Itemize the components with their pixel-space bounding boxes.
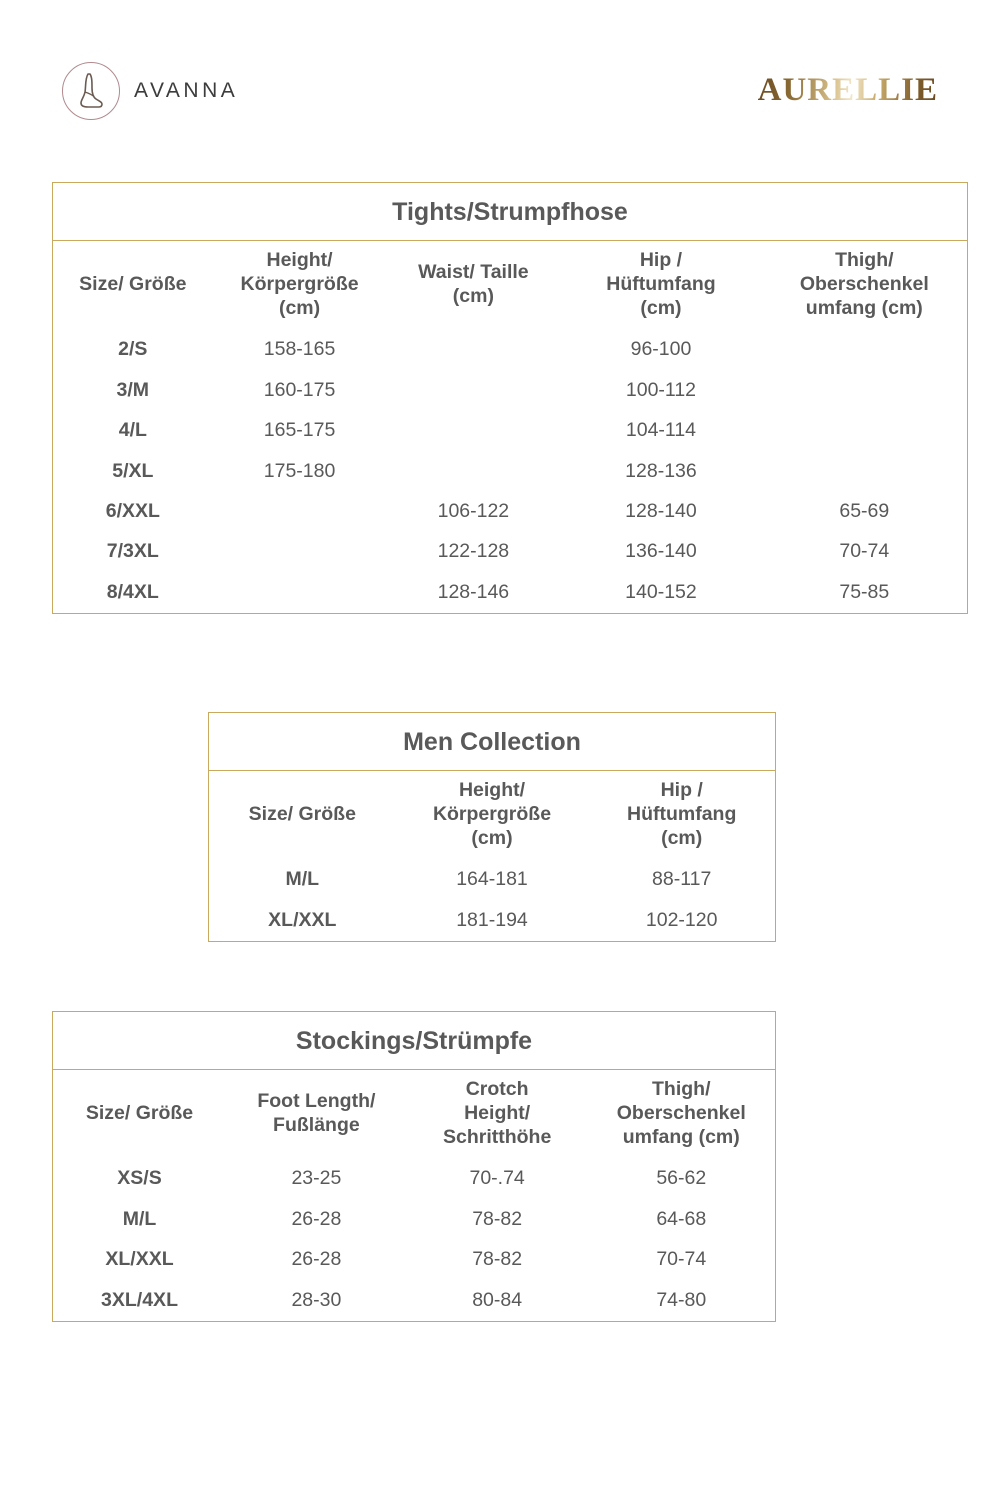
cell-thigh: 70-74 (839, 540, 890, 563)
header-line: Hüftumfang (626, 802, 737, 825)
table-row (53, 1281, 776, 1322)
cell-height: 165-175 (263, 419, 336, 442)
cell-hip: 128-140 (625, 499, 697, 522)
cell-size: 3XL/4XL (101, 1288, 178, 1311)
cell-waist: 106-122 (437, 499, 510, 522)
cell-foot-length: 26-28 (291, 1248, 342, 1271)
table-caption-row (53, 183, 968, 241)
table-row (53, 1159, 776, 1199)
column-header-height (213, 241, 387, 331)
cell-foot-length: 26-28 (291, 1207, 342, 1230)
header-line: Fußlänge (273, 1113, 360, 1136)
cell-thigh: 56-62 (656, 1167, 707, 1190)
cell-thigh: 75-85 (839, 580, 890, 603)
cell-crotch-height: 70-.74 (469, 1167, 525, 1190)
column-header-foot-length (226, 1070, 407, 1160)
cell-thigh: 70-74 (656, 1248, 707, 1271)
header-line: Schritthöhe (442, 1125, 552, 1148)
cell-waist (386, 371, 560, 411)
cell-height: 158-165 (263, 338, 336, 361)
cell-size: M/L (285, 868, 320, 891)
header-line: Körpergröße (432, 802, 552, 825)
cell-crotch-height: 78-82 (472, 1207, 523, 1230)
cell-waist (386, 330, 560, 370)
table-row (209, 901, 776, 942)
header-line: Size/ Größe (248, 802, 356, 825)
column-header-size (209, 771, 396, 861)
cell-waist (386, 452, 560, 492)
table-title: Men Collection (209, 713, 776, 771)
column-header-height (396, 771, 589, 861)
cell-crotch-height: 80-84 (472, 1288, 523, 1311)
header-line: Size/ Größe (85, 1101, 194, 1124)
men-collection-size-table (208, 712, 776, 942)
column-header-size (53, 1070, 227, 1160)
shoe-logo-icon (62, 62, 120, 120)
header-line: (cm) (452, 284, 494, 307)
cell-thigh (762, 452, 968, 492)
cell-size: 8/4XL (106, 580, 159, 603)
avanna-brand (62, 62, 238, 120)
avanna-wordmark: AVANNA (134, 79, 239, 102)
cell-size: 4/L (118, 419, 147, 442)
cell-height: 164-181 (456, 868, 528, 891)
cell-hip: 100-112 (625, 378, 697, 401)
cell-hip: 88-117 (652, 868, 712, 891)
table-title: Tights/Strumpfhose (53, 183, 968, 241)
cell-waist (386, 411, 560, 451)
header-line: Height/ (458, 779, 526, 801)
column-header-thigh (588, 1070, 776, 1160)
table-title: Stockings/Strümpfe (53, 1012, 776, 1070)
header-line: Thigh/ (652, 1078, 711, 1100)
header-line: Foot Length/ (257, 1089, 376, 1112)
table-caption-row (53, 1012, 776, 1070)
header-line: Hip / (660, 779, 703, 801)
cell-thigh (762, 371, 968, 411)
cell-thigh (762, 330, 968, 370)
cell-height (213, 573, 387, 614)
column-header-crotch-height (407, 1070, 588, 1160)
header-line: Height/ (464, 1101, 531, 1124)
table-row (53, 371, 968, 411)
table-caption-row (209, 713, 776, 771)
table-row (53, 1200, 776, 1240)
header-line: (cm) (278, 296, 321, 319)
table-row (53, 411, 968, 451)
cell-thigh: 74-80 (656, 1288, 707, 1311)
column-header-hip (588, 771, 775, 861)
cell-thigh (762, 411, 968, 451)
cell-size: XS/S (117, 1167, 162, 1190)
cell-waist: 122-128 (437, 540, 510, 563)
column-header-size (53, 241, 213, 331)
cell-foot-length: 28-30 (291, 1288, 342, 1311)
table-row (53, 573, 968, 614)
tights-size-table (52, 182, 968, 614)
cell-thigh: 65-69 (839, 499, 890, 522)
cell-size: M/L (122, 1207, 157, 1230)
column-header-thigh (762, 241, 968, 331)
header-line: umfang (cm) (805, 296, 923, 319)
header-line: (cm) (661, 826, 703, 849)
header-line: Crotch (465, 1078, 529, 1100)
header-line: Hüftumfang (606, 272, 716, 295)
table-row (53, 532, 968, 572)
cell-hip: 136-140 (625, 540, 697, 563)
table-row (53, 452, 968, 492)
cell-height: 181-194 (456, 908, 528, 931)
table-row (53, 492, 968, 532)
page-header (0, 0, 1000, 150)
header-line: (cm) (471, 826, 513, 849)
cell-height (213, 532, 387, 572)
cell-size: 5/XL (112, 459, 154, 482)
cell-height: 160-175 (263, 378, 336, 401)
header-line: Height/ (266, 249, 333, 271)
cell-waist: 128-146 (437, 580, 510, 603)
cell-height (213, 492, 387, 532)
aurellie-wordmark: AURELLIE (757, 72, 938, 108)
header-line: Hip / (639, 249, 683, 271)
cell-size: XL/XXL (105, 1248, 174, 1271)
cell-hip: 102-120 (645, 908, 718, 931)
cell-size: 2/S (118, 338, 148, 361)
table-row (209, 860, 776, 900)
cell-hip: 96-100 (630, 338, 692, 361)
header-line: Körpergröße (240, 272, 359, 295)
table-header-row (209, 771, 776, 861)
cell-hip: 140-152 (625, 580, 697, 603)
cell-hip: 128-136 (625, 459, 697, 482)
column-header-hip (560, 241, 761, 331)
header-line: Oberschenkel (799, 272, 929, 295)
cell-size: 6/XXL (105, 499, 160, 522)
header-line: Oberschenkel (616, 1101, 746, 1124)
cell-size: XL/XXL (268, 908, 337, 931)
cell-size: 7/3XL (106, 540, 159, 563)
table-row (53, 1240, 776, 1280)
cell-crotch-height: 78-82 (472, 1248, 523, 1271)
table-header-row (53, 1070, 776, 1160)
header-line: (cm) (640, 296, 682, 319)
header-line: Size/ Größe (79, 272, 187, 295)
table-row (53, 330, 968, 370)
header-line: Thigh/ (835, 249, 894, 271)
header-line: Waist/ Taille (418, 260, 529, 283)
cell-hip: 104-114 (625, 419, 697, 442)
header-line: umfang (cm) (622, 1125, 740, 1148)
stockings-size-table (52, 1011, 776, 1322)
cell-foot-length: 23-25 (291, 1167, 342, 1190)
cell-size: 3/M (116, 378, 150, 401)
cell-height: 175-180 (263, 459, 336, 482)
cell-thigh: 64-68 (656, 1207, 707, 1230)
table-header-row (53, 241, 968, 331)
column-header-waist (386, 241, 560, 331)
